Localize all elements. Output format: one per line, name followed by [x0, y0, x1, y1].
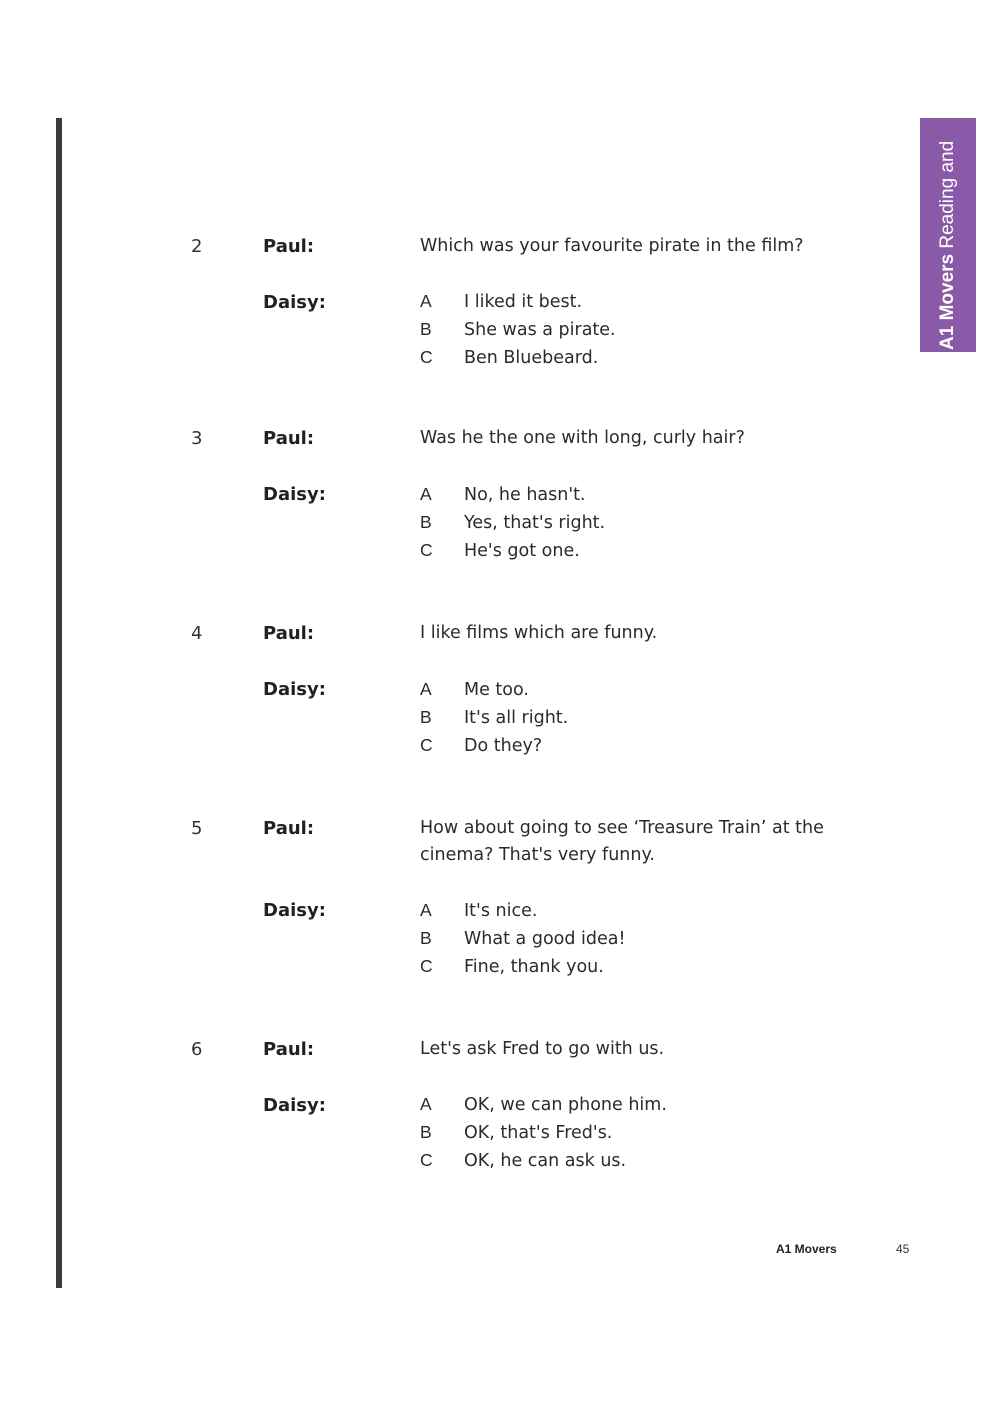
answer-option[interactable]: [420, 536, 580, 565]
side-tab-label: [937, 120, 959, 350]
answer-option[interactable]: [420, 343, 598, 372]
option-letter: A: [420, 679, 432, 699]
option-letter: C: [420, 956, 433, 976]
speaker-paul: Paul:: [263, 1039, 315, 1060]
option-letter: A: [420, 1094, 432, 1114]
question-number: 2: [191, 236, 203, 257]
answer-option[interactable]: [420, 508, 605, 537]
speaker-daisy: Daisy:: [263, 1095, 326, 1116]
option-letter: C: [420, 1150, 433, 1170]
speaker-paul: Paul:: [263, 428, 315, 449]
option-letter: A: [420, 900, 432, 920]
option-letter: C: [420, 347, 433, 367]
answer-option[interactable]: [420, 287, 582, 316]
option-text: She was a pirate.: [464, 320, 616, 340]
question-prompt: How about going to see ‘Treasure Train’ at the cinema? That's very funny.: [420, 818, 824, 865]
speaker-daisy: Daisy:: [263, 484, 326, 505]
option-text: I liked it best.: [464, 292, 583, 312]
option-letter: B: [420, 512, 432, 532]
section-side-tab: [920, 118, 976, 352]
speaker-daisy: Daisy:: [263, 679, 326, 700]
question-prompt: Let's ask Fred to go with us.: [420, 1039, 665, 1059]
option-text: No, he hasn't.: [464, 485, 586, 505]
option-text: Ben Bluebeard.: [464, 348, 599, 368]
option-letter: B: [420, 928, 432, 948]
option-text: He's got one.: [464, 541, 580, 561]
answer-option[interactable]: [420, 675, 529, 704]
option-letter: B: [420, 1122, 432, 1142]
option-letter: C: [420, 540, 433, 560]
side-tab-bold-text: A1 Movers: [937, 253, 958, 350]
left-margin-rule: [56, 118, 62, 1288]
side-tab-rest-text: Reading and: [937, 140, 958, 254]
answer-option[interactable]: [420, 731, 542, 760]
question-number: 4: [191, 623, 203, 644]
answer-option[interactable]: [420, 1146, 626, 1175]
option-text: Yes, that's right.: [464, 513, 606, 533]
option-text: OK, that's Fred's.: [464, 1123, 613, 1143]
option-letter: B: [420, 319, 432, 339]
speaker-daisy: Daisy:: [263, 900, 326, 921]
answer-option[interactable]: [420, 1090, 667, 1119]
question-prompt: Which was your favourite pirate in the film?: [420, 236, 804, 256]
question-number: 6: [191, 1039, 203, 1060]
option-letter: B: [420, 707, 432, 727]
speaker-paul: Paul:: [263, 623, 315, 644]
option-text: What a good idea!: [464, 929, 626, 949]
option-text: OK, he can ask us.: [464, 1151, 627, 1171]
question-number: 5: [191, 818, 203, 839]
speaker-daisy: Daisy:: [263, 292, 326, 313]
option-text: Do they?: [464, 736, 543, 756]
option-text: It's all right.: [464, 708, 569, 728]
option-text: Fine, thank you.: [464, 957, 604, 977]
answer-option[interactable]: [420, 1118, 612, 1147]
answer-option[interactable]: [420, 315, 616, 344]
question-number: 3: [191, 428, 203, 449]
option-text: Me too.: [464, 680, 529, 700]
footer-title: A1 Movers: [776, 1242, 837, 1256]
option-letter: C: [420, 735, 433, 755]
question-prompt: Was he the one with long, curly hair?: [420, 428, 745, 448]
page-number: 45: [896, 1242, 910, 1256]
answer-option[interactable]: [420, 924, 626, 953]
option-text: It's nice.: [464, 901, 538, 921]
question-prompt: I like films which are funny.: [420, 623, 658, 643]
answer-option[interactable]: [420, 703, 568, 732]
option-letter: A: [420, 484, 432, 504]
answer-option[interactable]: [420, 480, 586, 509]
speaker-paul: Paul:: [263, 818, 315, 839]
speaker-paul: Paul:: [263, 236, 315, 257]
answer-option[interactable]: [420, 952, 604, 981]
option-text: OK, we can phone him.: [464, 1095, 667, 1115]
option-letter: A: [420, 291, 432, 311]
answer-option[interactable]: [420, 896, 537, 925]
